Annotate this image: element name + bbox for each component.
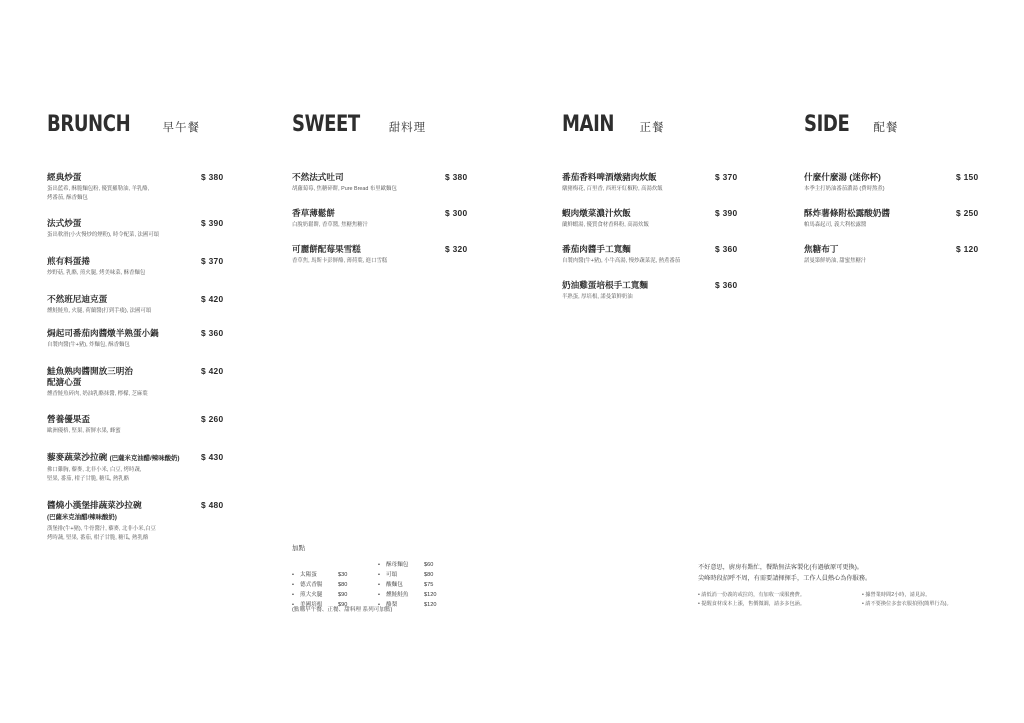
addon-item: • 可頌 $80 [378,572,434,578]
item-desc: 蘭鮮蝦湯, 優質食材香料粉, 高湯炊飯 [562,222,649,228]
addons-col-2 [378,560,468,610]
addon-item: • 德式香腸 $80 [292,582,348,588]
menu-item [47,294,237,328]
brunch-title-en: BRUNCH [47,112,131,137]
side-header [804,112,994,146]
item-price: $ 370 [715,172,738,182]
addon-item: • 燻鮭鮭魚 $120 [378,592,437,598]
item-name: 法式炒蛋 [47,218,82,228]
item-name: 什麼什麼湯 (迷你杯) [804,172,881,182]
item-desc: 自製肉醬(牛+豬), 炸麵包, 酥香麵包 [47,342,130,348]
item-price: $ 150 [956,172,979,182]
menu-item [562,244,752,280]
menu-item [47,366,237,414]
menu-item [47,414,237,452]
main-title-en: MAIN [562,112,615,137]
item-name: 可麗餅配莓果雪糕 [292,244,361,254]
main-section [562,112,752,316]
item-name-option: (巴薩米克油醋/辣味酸奶) [109,455,180,462]
brunch-title-zh: 早午餐 [162,122,201,134]
main-header [562,112,752,146]
menu-item [562,172,752,208]
addon-item: • 美國培根 $90 [292,602,348,608]
brunch-section [47,112,237,544]
menu-item [292,172,482,208]
item-desc: 佛口雞胸, 藜麥, 北非小米, 白豆, 烤時蔬, 堅果, 番茄, 柑子甘脆, 糖瓜, 熱乳酪 [47,467,142,482]
item-name-line2: 配溏心蛋 [47,377,82,387]
item-desc: 漢堡排(牛+豬), 牛骨醬汁, 藜麥, 北非小米,白豆 烤時蔬, 堅果, 番茄, 柑子甘脆, 糖瓜, 熱乳酪 [47,526,156,541]
menu-item [47,218,237,256]
item-price: $ 260 [201,414,224,424]
item-name: 鮭魚熟肉醬開放三明治 [47,366,133,376]
menu-item [47,500,237,544]
item-price: $ 120 [956,244,979,254]
addons-section [292,543,472,618]
side-title-en: SIDE [804,112,850,137]
item-price: $ 370 [201,256,224,266]
item-desc: 燻鮭鮭魚, 火腿, 荷蘭醬(打到手痠), 法國可頌 [47,308,152,314]
menu-item [292,208,482,244]
side-title-zh: 配餐 [873,122,899,134]
item-name: 酥炸薯條附松露酸奶醬 [804,208,890,218]
item-name: 番茄肉醬手工寬麵 [562,244,631,254]
sweet-title-en: SWEET [292,112,360,137]
item-price: $ 420 [201,294,224,304]
item-desc: 香草焦, 馬斯卡彭鮮酪, 薄荷葉, 進口雪糕 [292,258,388,264]
addon-item: • 太陽蛋 $30 [292,572,348,578]
menu-item [562,280,752,316]
addon-item: • 煎大火腿 $90 [292,592,348,598]
item-desc: 帕馬森起司, 義大利松露醬 [804,222,867,228]
main-title-zh: 正餐 [639,122,665,134]
main-items [562,172,752,316]
menu-item [804,208,994,244]
item-name: 番茄香料啤酒燉豬肉炊飯 [562,172,657,182]
sweet-items [292,172,482,280]
item-price: $ 430 [201,452,224,462]
brunch-items [47,172,237,544]
item-desc: 胡蘿蔔莓, 焦糖碎餅, Pure Bread 布里歐麵包 [292,186,397,192]
item-desc: 燉豬梅花, 百里香, 西班牙紅椒粉, 高湯炊飯 [562,186,663,192]
brunch-header [47,112,237,146]
item-price: $ 250 [956,208,979,218]
sweet-section [292,112,482,280]
item-price: $ 480 [201,500,224,510]
item-desc: 本季主打奶油番茄濃湯 (費時熬煮) [804,186,885,192]
item-name: 蝦肉燉菜濃汁炊飯 [562,208,631,218]
item-name: 營養優果盃 [47,414,90,424]
item-desc: 歐洲優格, 堅果, 新鮮水果, 蜂蜜 [47,428,121,434]
item-price: $ 390 [715,208,738,218]
item-desc: 蛋出軟滑(小火慢炒的煙粉), 時令配菜, 法國可頌 [47,232,160,238]
item-desc: 自製肉醬(牛+豬), 小牛高湯, 慢炒蔬菜泥, 熱煮番茄 [562,258,681,264]
addon-item: • 酪梨 $120 [378,602,437,608]
menu-item [562,208,752,244]
item-price: $ 380 [201,172,224,182]
item-name: 香草薄鬆餅 [292,208,335,218]
item-desc: 燻香鮭魚碎肉, 奶油乳酪抹醬, 檸檬, 芝麻葉 [47,391,148,397]
item-desc: 白脫奶鬆餅, 香草醬, 焦糖焦糖汁 [292,222,369,228]
addon-item: • 酸麵包 $75 [378,582,434,588]
menu-item [47,328,237,366]
addon-item: • 酥母麵包 $60 [378,562,434,568]
rule-item: • 據營業時間2小時，請見諒。 [862,592,931,598]
menu-item [292,244,482,280]
item-price: $ 360 [715,280,738,290]
item-price: $ 390 [201,218,224,228]
item-desc: 炒野菇, 乳酪, 煎火腿, 烤美味菜, 酥香麵包 [47,270,146,276]
note-line: 尖峰時段招呼不周，有需要請揮揮手，工作人員熱心為你服務。 [698,574,872,582]
item-price: $ 320 [445,244,468,254]
item-name: 醬燒小漢堡排蔬菜沙拉碗 [47,500,142,510]
menu-item [47,256,237,294]
item-name: 不然班尼迪克蛋 [47,294,108,304]
item-desc: 半熟蛋, 厚培根, 諾曼第鮮奶油 [562,294,633,300]
menu-item [47,452,237,500]
rule-item: • 請低消一份義的或拉的，有加收一成服務費。 [698,592,806,598]
rule-item: • 請不要換位多套衣服拍照(簡單行為)。 [862,601,952,607]
menu-item [804,244,994,280]
rules-list [698,591,998,613]
item-name: 不然法式吐司 [292,172,344,182]
item-name: 奶油雞蛋培根手工寬麵 [562,280,648,290]
notes-section [698,563,998,613]
sweet-header [292,112,482,146]
item-name-option: (巴薩米克油醋/辣味酸奶) [47,514,117,521]
item-name: 焗起司番茄肉醬燉半熟蛋小鍋 [47,328,159,338]
item-desc: 蛋出藍希, 酥脆麵包粉, 優質羅勒油, 羊乳酪, 烤番茄, 酥香麵包 [47,186,150,201]
item-price: $ 420 [201,366,224,376]
item-name: 焦糖布丁 [804,244,839,254]
side-section [804,112,994,280]
addons-title: 加點 [292,545,305,552]
menu-item [804,172,994,208]
sweet-title-zh: 甜料理 [388,122,427,134]
menu-item [47,172,237,218]
item-price: $ 360 [201,328,224,338]
item-price: $ 380 [445,172,468,182]
item-name: 經典炒蛋 [47,172,82,182]
item-name: 藜麥蔬菜沙拉碗 (巴薩米克油醋/辣味酸奶) [47,452,180,462]
rule-item: • 提醒食材成本上漲，售價微調，請多多包涵。 [698,601,806,607]
item-name: 煎有料蛋捲 [47,256,90,266]
addons-col-1 [292,570,372,610]
item-desc: 諾曼第鮮奶油, 甜蜜焦糖汁 [804,258,867,264]
item-price: $ 300 [445,208,468,218]
side-items [804,172,994,280]
addons-note: (點購早午餐、正餐、甜料理 系列可加點) [292,607,393,613]
item-price: $ 360 [715,244,738,254]
note-line: 不好意思，廚房有點忙，餐點無法客製化(有過敏原可更換)。 [698,564,863,571]
